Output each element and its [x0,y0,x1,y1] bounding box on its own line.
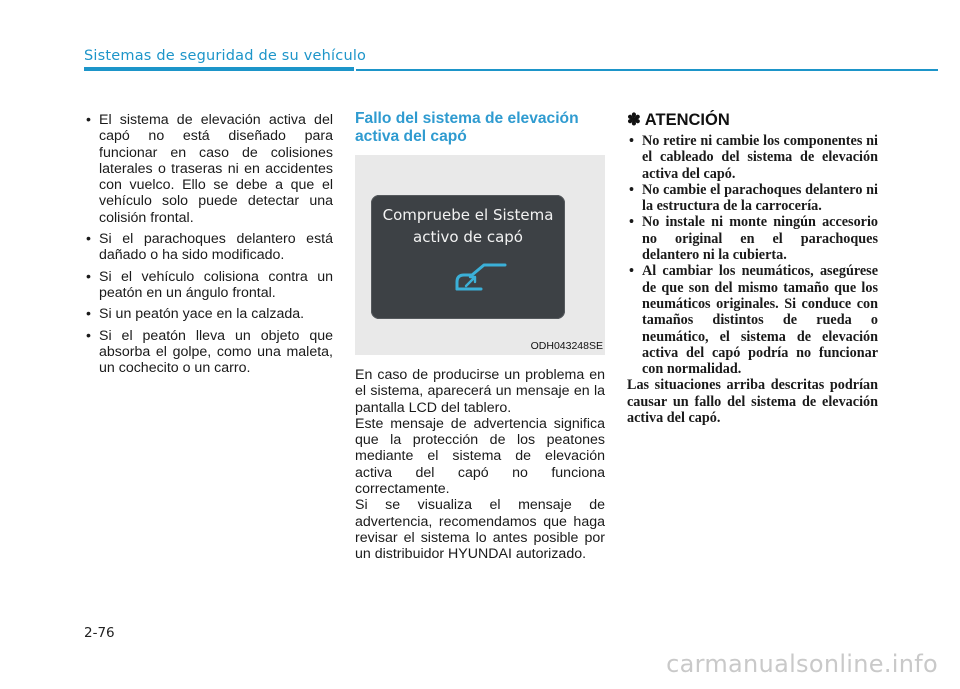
column-2 [355,110,605,563]
column-1 [84,112,333,381]
warning-item-text: Al cambiar los neumáticos, asegúrese de que son del mismo tamaño que los neumáticos originales. Si conduce con tamaños distintos de rueda o neumático, el sistema de elevación activa del capó podría no funcionar con normalidad. [642,263,878,378]
figure-code: ODH043248SE [530,340,603,352]
column-3 [627,110,878,426]
bullet-icon: • [86,231,91,248]
page-number: 2-76 [84,625,115,641]
bullet-icon: • [629,263,634,280]
warning-item-text: No cambie el parachoques delantero ni la estructura de la carrocería. [642,181,878,215]
warning-item [627,133,878,182]
list-item [84,328,333,377]
list-item-text: El sistema de elevación activa del capó no está diseñado para funcionar en caso de colisiones laterales o traseras ni en accidentes con vuelco. Ello se debe a que el vehículo solo puede detectar una colisión frontal. [99,112,333,226]
watermark: carmanualsonline.info [666,650,938,678]
warning-note: Las situaciones arriba descritas podrían causar un fallo del sistema de elevación activa del capó. [627,377,878,427]
lcd-display [371,195,565,319]
lcd-message [371,204,565,248]
bullet-icon: • [629,133,634,149]
paragraph: Si se visualiza el mensaje de advertencia, recomendamos que haga revisar el sistema lo antes posible por un distribuidor HYUNDAI autorizado. [355,497,605,563]
warning-item [627,263,878,377]
bullet-icon: • [86,306,91,323]
warning-item-text: No instale ni monte ningún accesorio no original en el parachoques delantero ni la cubierta. [642,214,878,264]
active-hood-warning-icon [453,259,509,295]
list-item-text: Si el vehículo colisiona contra un peatón en un ángulo frontal. [99,268,333,301]
warning-list [627,133,878,377]
warning-item [627,214,878,263]
list-item-text: Si un peatón yace en la calzada. [99,306,305,323]
list-item [84,269,333,302]
header-rule-thin [356,69,938,71]
header-rule-thick [84,67,354,71]
warning-title: ✽ ATENCIÓN [627,111,730,129]
warning-item-text: No retire ni cambie los componentes ni el cableado del sistema de elevación activa del capó. [642,133,878,182]
section-body [355,367,605,563]
list-item-text: Si el parachoques delantero está dañado o ha sido modificado. [99,231,333,264]
bullet-icon: • [86,268,91,285]
dashboard-figure [355,155,605,355]
list-item [84,231,333,264]
list-item [84,306,333,322]
bullet-list [84,112,333,376]
bullet-icon: • [86,327,91,344]
header-section-title: Sistemas de seguridad de su vehículo [84,48,367,64]
bullet-icon: • [86,112,91,128]
section-heading: Fallo del sistema de elevación activa del capó [355,110,579,145]
list-item-text: Si el peatón lleva un objeto que absorba el golpe, como una maleta, un cochecito o un carro. [99,327,333,377]
bullet-icon: • [629,181,634,198]
paragraph: En caso de producirse un problema en el sistema, aparecerá un mensaje en la pantalla LCD del tablero. [355,367,605,416]
warning-item [627,182,878,215]
lcd-message-line-1: Compruebe el Sistema [382,206,554,224]
list-item [84,112,333,226]
bullet-icon: • [629,214,634,231]
lcd-message-line-2: activo de capó [413,228,523,246]
paragraph: Este mensaje de advertencia significa que la protección de los peatones mediante el sistema de elevación activa del capó no funciona correctamente. [355,415,605,498]
